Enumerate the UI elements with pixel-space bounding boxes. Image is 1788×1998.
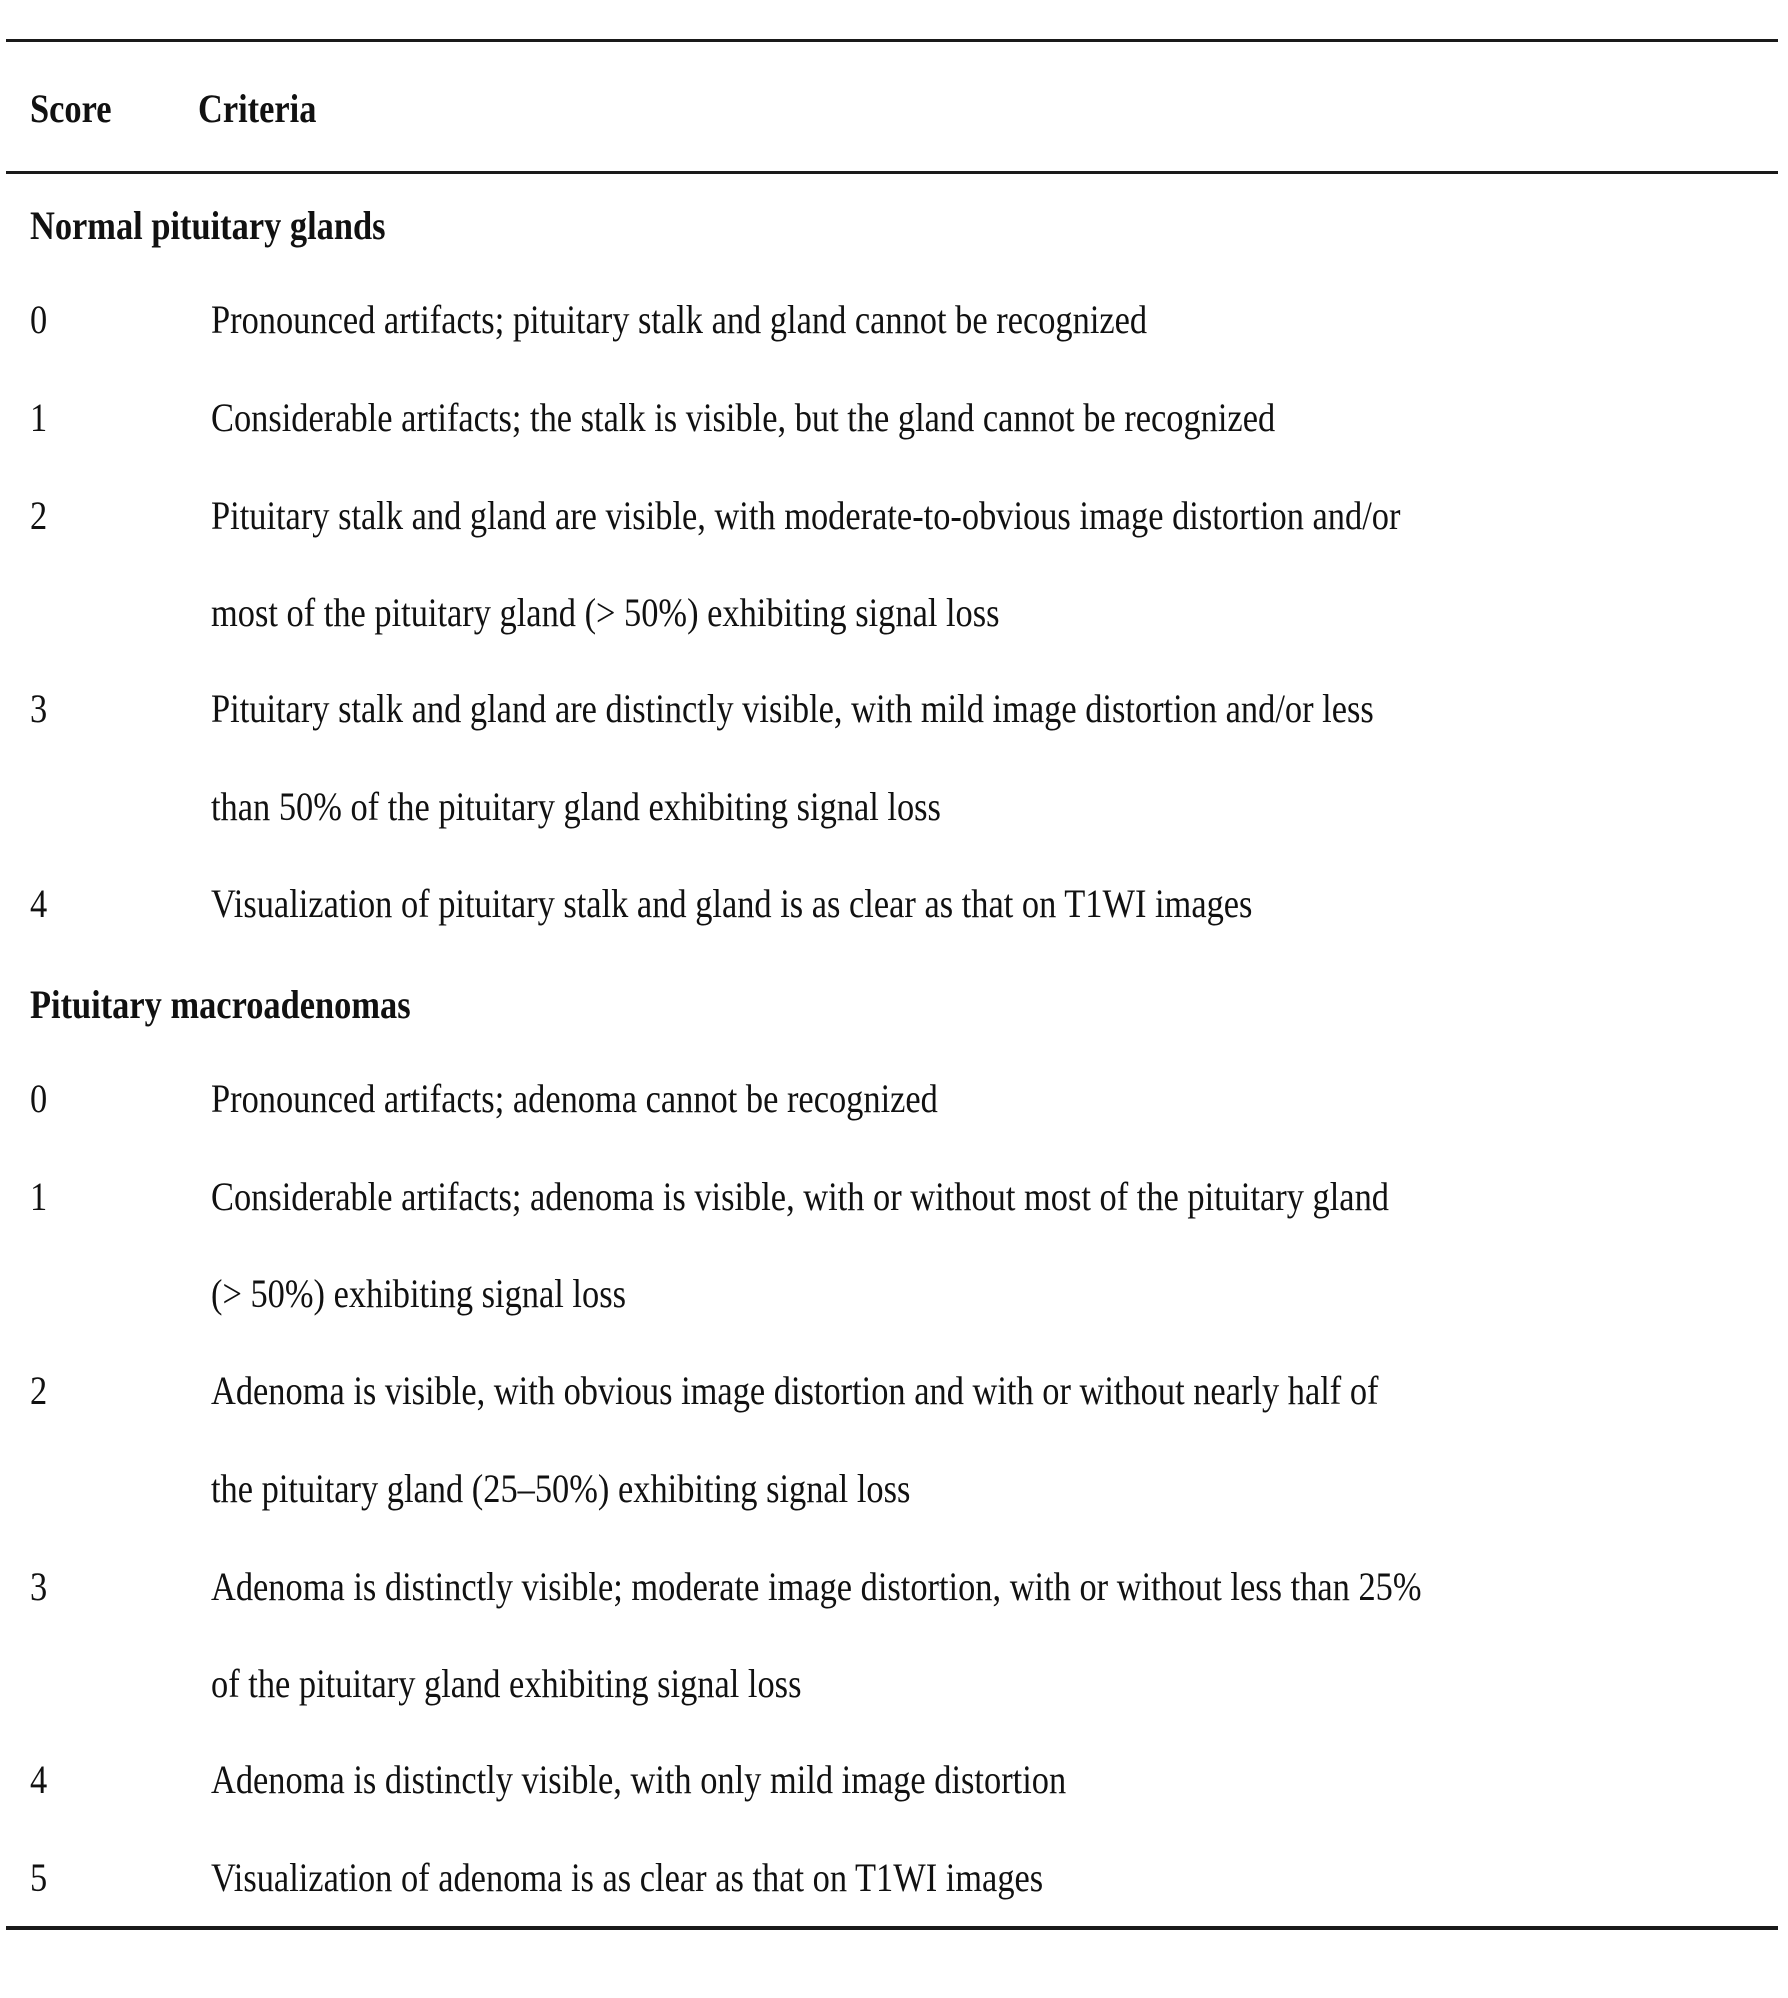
- row-score: 4: [30, 881, 48, 926]
- row-criteria: Visualization of pituitary stalk and gland is as clear as that on T1WI images: [211, 881, 1253, 926]
- section-title: Normal pituitary glands: [30, 203, 386, 248]
- row-criteria-continued: (> 50%) exhibiting signal loss: [211, 1271, 626, 1316]
- row-score: 1: [30, 395, 48, 440]
- row-criteria-continued: of the pituitary gland exhibiting signal loss: [211, 1661, 802, 1706]
- header-score: Score: [30, 86, 112, 131]
- row-criteria: Adenoma is distinctly visible; moderate image distortion, with or without less than 25%: [211, 1564, 1422, 1609]
- row-criteria: Adenoma is distinctly visible, with only mild image distortion: [211, 1757, 1067, 1802]
- row-criteria: Pronounced artifacts; pituitary stalk and gland cannot be recognized: [211, 297, 1148, 342]
- row-criteria: Pituitary stalk and gland are distinctly visible, with mild image distortion and/or less: [211, 686, 1374, 731]
- row-criteria: Pronounced artifacts; adenoma cannot be recognized: [211, 1076, 938, 1121]
- header-criteria: Criteria: [198, 86, 317, 131]
- row-score: 2: [30, 493, 48, 538]
- row-criteria: Adenoma is visible, with obvious image distortion and with or without nearly half of: [211, 1368, 1379, 1413]
- row-criteria-continued: the pituitary gland (25–50%) exhibiting signal loss: [211, 1466, 911, 1511]
- top-rule: [6, 39, 1778, 42]
- row-score: 4: [30, 1757, 48, 1802]
- row-criteria: Considerable artifacts; adenoma is visible, with or without most of the pituitary gland: [211, 1174, 1389, 1219]
- row-score: 3: [30, 1564, 48, 1609]
- row-score: 1: [30, 1174, 48, 1219]
- bottom-rule: [6, 1926, 1778, 1930]
- row-criteria-continued: than 50% of the pituitary gland exhibiting signal loss: [211, 784, 941, 829]
- row-score: 5: [30, 1855, 48, 1900]
- row-score: 3: [30, 686, 48, 731]
- header-rule: [6, 171, 1778, 174]
- row-criteria: Pituitary stalk and gland are visible, with moderate-to-obvious image distortion and/or: [211, 493, 1401, 538]
- section-title: Pituitary macroadenomas: [30, 982, 411, 1027]
- row-criteria: Considerable artifacts; the stalk is visible, but the gland cannot be recognized: [211, 395, 1276, 440]
- row-criteria: Visualization of adenoma is as clear as that on T1WI images: [211, 1855, 1044, 1900]
- row-score: 0: [30, 297, 48, 342]
- row-criteria-continued: most of the pituitary gland (> 50%) exhibiting signal loss: [211, 590, 1000, 635]
- row-score: 2: [30, 1368, 48, 1413]
- row-score: 0: [30, 1076, 48, 1121]
